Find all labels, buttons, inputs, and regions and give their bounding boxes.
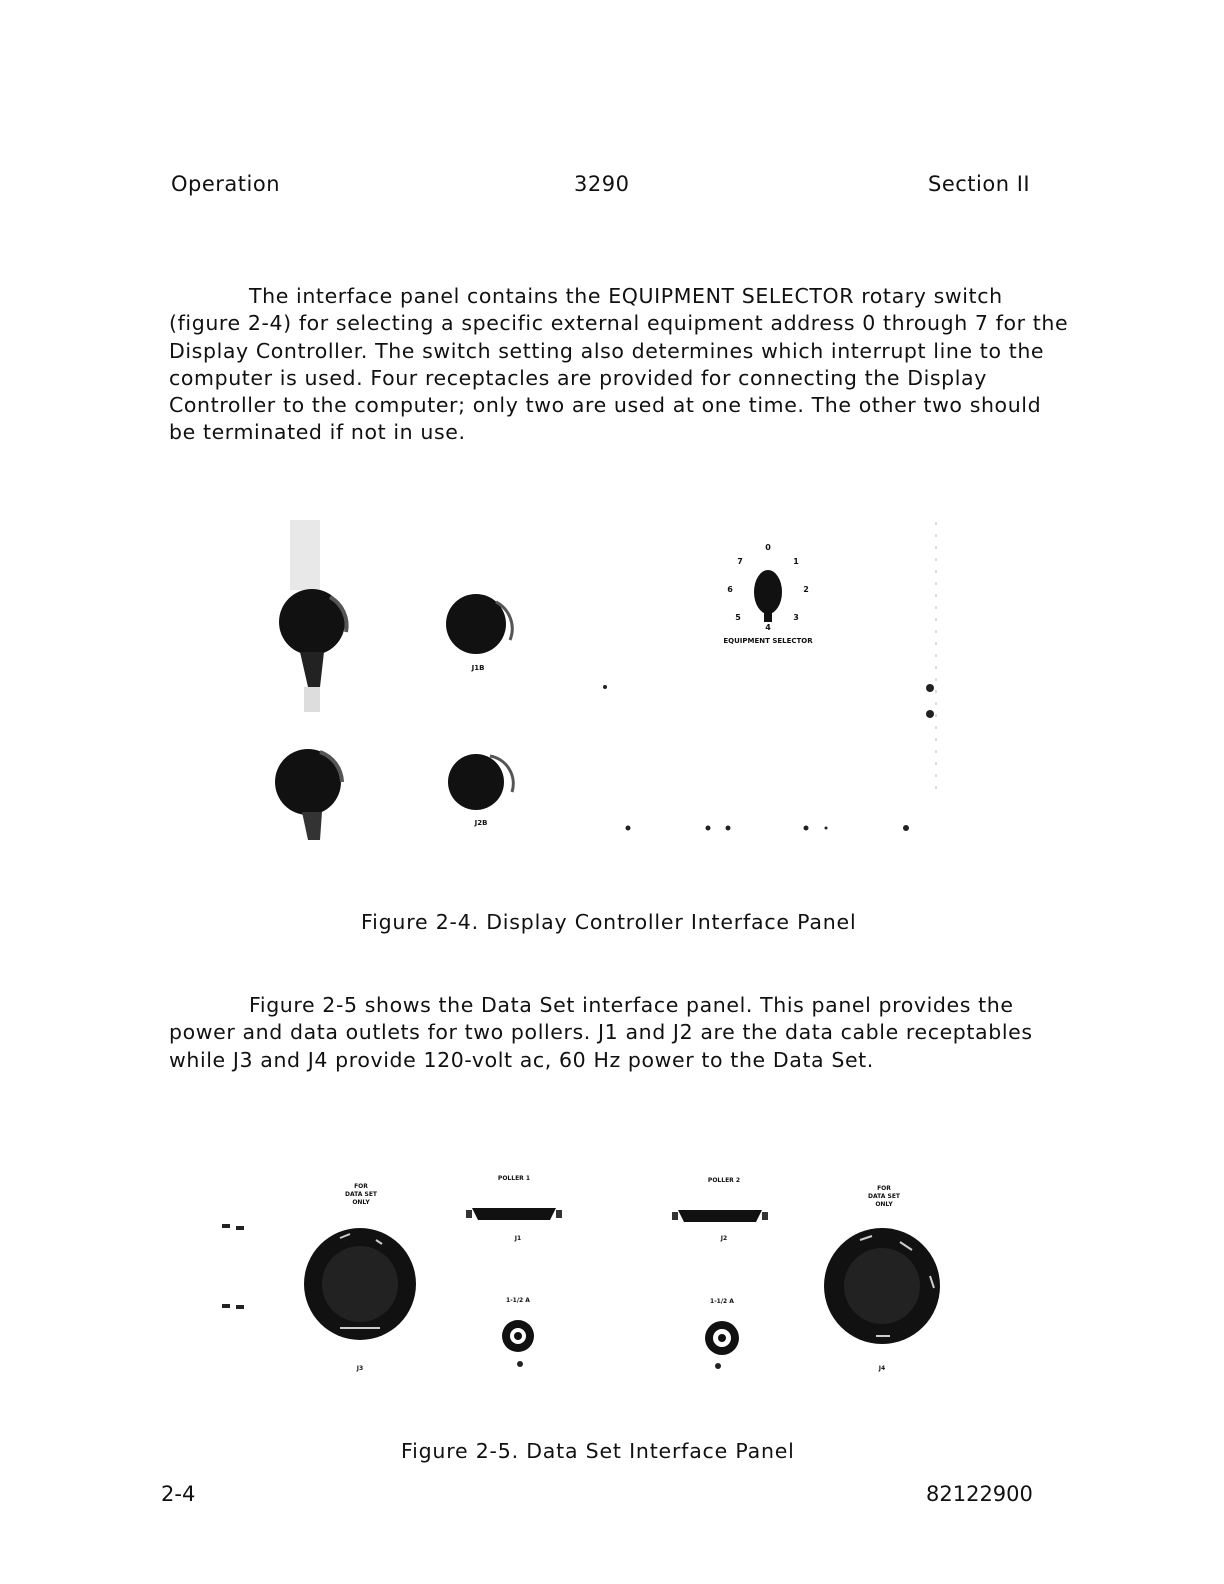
paragraph-text: The interface panel contains the EQUIPMENT SELECTOR rotary switch (figure 2-4) for selecting a specific external equipment address 0 through 7 for the Display Controller. The switch setting also determines which interrupt line to the computer is used. Four receptacles are provided for connecting the Display Controller to the computer; only two are used at one time. The other two should be terminated if not in use. — [169, 284, 1069, 445]
svg-text:DATA SET: DATA SET — [344, 1191, 378, 1198]
page-number: 2-4 — [161, 1482, 196, 1506]
figure-2-4-caption: Figure 2-4. Display Controller Interface Panel — [361, 910, 857, 934]
paragraph-text: Figure 2-5 shows the Data Set interface panel. This panel provides the power and data outlets for two pollers. J1 and J2 are the data cable receptables while J3 and J4 provide 120-volt ac, 60 Hz power to the Data Set. — [169, 993, 1033, 1072]
paragraph-interface-panel — [169, 283, 1069, 447]
svg-text:ONLY: ONLY — [352, 1199, 370, 1206]
svg-text:2: 2 — [803, 585, 809, 594]
svg-text:FOR: FOR — [354, 1183, 368, 1190]
connector-bottom-left — [275, 749, 342, 840]
label-fuse-2: 1-1/2 A — [710, 1298, 734, 1305]
svg-text:7: 7 — [737, 557, 743, 566]
running-header-left: Operation — [171, 172, 281, 196]
svg-text:6: 6 — [727, 585, 733, 594]
fuse-holder-2 — [705, 1298, 739, 1369]
running-header-right: Section II — [928, 172, 1031, 196]
svg-text:1: 1 — [793, 557, 799, 566]
label-j1: J1 — [514, 1235, 522, 1242]
panel-screws — [603, 684, 934, 831]
svg-text:DATA SET: DATA SET — [867, 1193, 901, 1200]
equipment-selector-switch — [723, 543, 813, 645]
power-outlet-j4 — [824, 1228, 940, 1372]
poller-2-connector — [672, 1177, 768, 1242]
label-poller-2: POLLER 2 — [707, 1177, 741, 1184]
label-for-data-set-only-left — [345, 1183, 378, 1206]
figure-2-5-caption: Figure 2-5. Data Set Interface Panel — [401, 1439, 795, 1463]
connector-top-left — [279, 520, 347, 712]
svg-text:4: 4 — [765, 623, 771, 632]
data-set-panel-photo — [200, 1160, 980, 1390]
label-fuse-1: 1-1/2 A — [506, 1297, 530, 1304]
fuse-holder-1 — [502, 1297, 534, 1367]
document-number: 82122900 — [926, 1482, 1033, 1506]
connector-j1b — [446, 594, 512, 672]
svg-text:FOR: FOR — [877, 1185, 891, 1192]
svg-text:ONLY: ONLY — [875, 1201, 893, 1208]
label-poller-1: POLLER 1 — [497, 1175, 531, 1182]
power-outlet-j3 — [304, 1228, 416, 1372]
running-header-center: 3290 — [574, 172, 630, 196]
connector-j2b — [448, 754, 513, 827]
label-j4: J4 — [878, 1365, 886, 1372]
label-for-data-set-only-right — [868, 1185, 901, 1208]
svg-text:3: 3 — [793, 613, 799, 622]
svg-text:0: 0 — [765, 543, 771, 552]
svg-text:5: 5 — [735, 613, 741, 622]
label-j3: J3 — [356, 1365, 364, 1372]
paragraph-data-set-panel — [169, 992, 1069, 1074]
display-controller-panel-photo — [250, 512, 950, 862]
label-j1b: J1B — [471, 664, 485, 672]
label-j2: J2 — [720, 1235, 728, 1242]
label-equipment-selector: EQUIPMENT SELECTOR — [723, 637, 813, 645]
panel-screws — [222, 1224, 244, 1309]
label-j2b: J2B — [474, 819, 488, 827]
poller-1-connector — [466, 1175, 562, 1242]
